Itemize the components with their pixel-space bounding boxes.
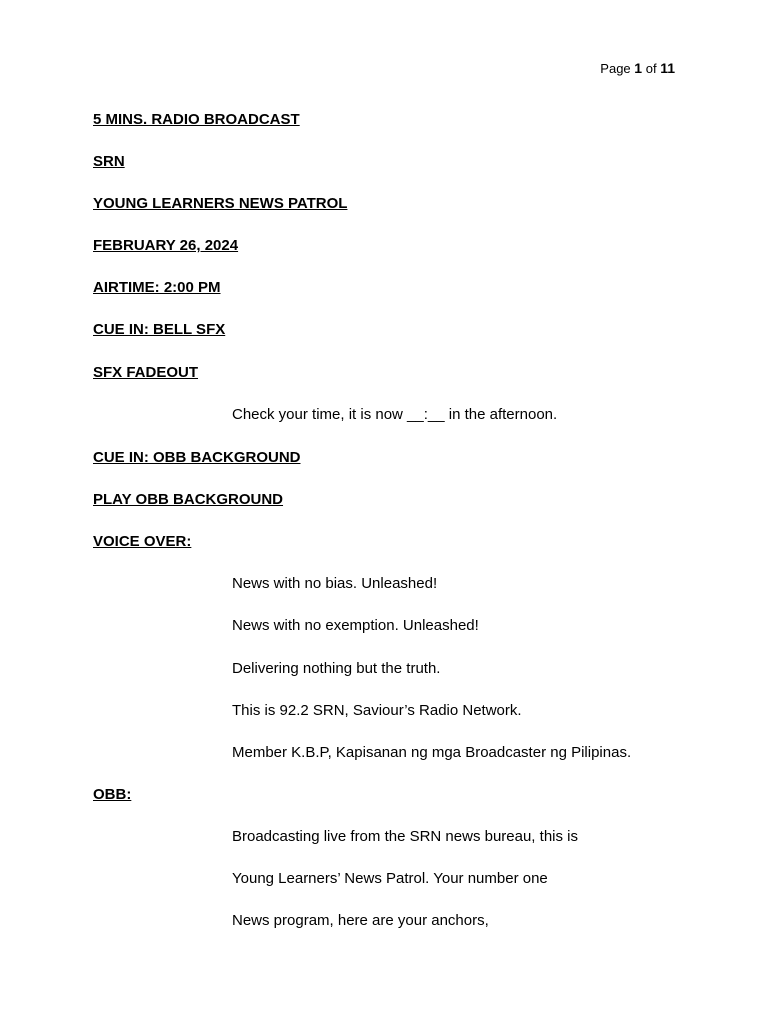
- heading-play-obb: PLAY OBB BACKGROUND: [93, 491, 284, 508]
- heading-cue-obb: CUE IN: OBB BACKGROUND: [93, 449, 301, 466]
- body-line: News with no bias. Unleashed!: [232, 575, 438, 592]
- heading-airtime: AIRTIME: 2:00 PM: [93, 279, 221, 296]
- heading-sfx-fadeout: SFX FADEOUT: [93, 364, 199, 381]
- heading-program: YOUNG LEARNERS NEWS PATROL: [93, 195, 348, 212]
- heading-cue-bell: CUE IN: BELL SFX: [93, 321, 226, 338]
- page-number-prefix: Page: [600, 61, 631, 76]
- page-number-total: 11: [660, 60, 675, 76]
- page-number-separator: of: [645, 61, 657, 76]
- heading-obb: OBB:: [93, 786, 132, 803]
- body-line: News with no exemption. Unleashed!: [232, 617, 479, 634]
- heading-voice-over: VOICE OVER:: [93, 533, 192, 550]
- body-line: Young Learners’ News Patrol. Your number one: [232, 870, 548, 887]
- heading-broadcast-type: 5 MINS. RADIO BROADCAST: [93, 111, 300, 128]
- body-line: Check your time, it is now __:__ in the afternoon.: [232, 406, 558, 423]
- page-number: [600, 60, 675, 76]
- body-line: News program, here are your anchors,: [232, 912, 489, 929]
- body-line: Delivering nothing but the truth.: [232, 660, 441, 677]
- body-line: This is 92.2 SRN, Saviour’s Radio Network.: [232, 702, 522, 719]
- page-number-current: 1: [634, 60, 643, 76]
- heading-date: FEBRUARY 26, 2024: [93, 237, 239, 254]
- heading-station: SRN: [93, 153, 125, 170]
- body-line: Member K.B.P, Kapisanan ng mga Broadcaster ng Pilipinas.: [232, 744, 632, 761]
- body-line: Broadcasting live from the SRN news bureau, this is: [232, 828, 578, 845]
